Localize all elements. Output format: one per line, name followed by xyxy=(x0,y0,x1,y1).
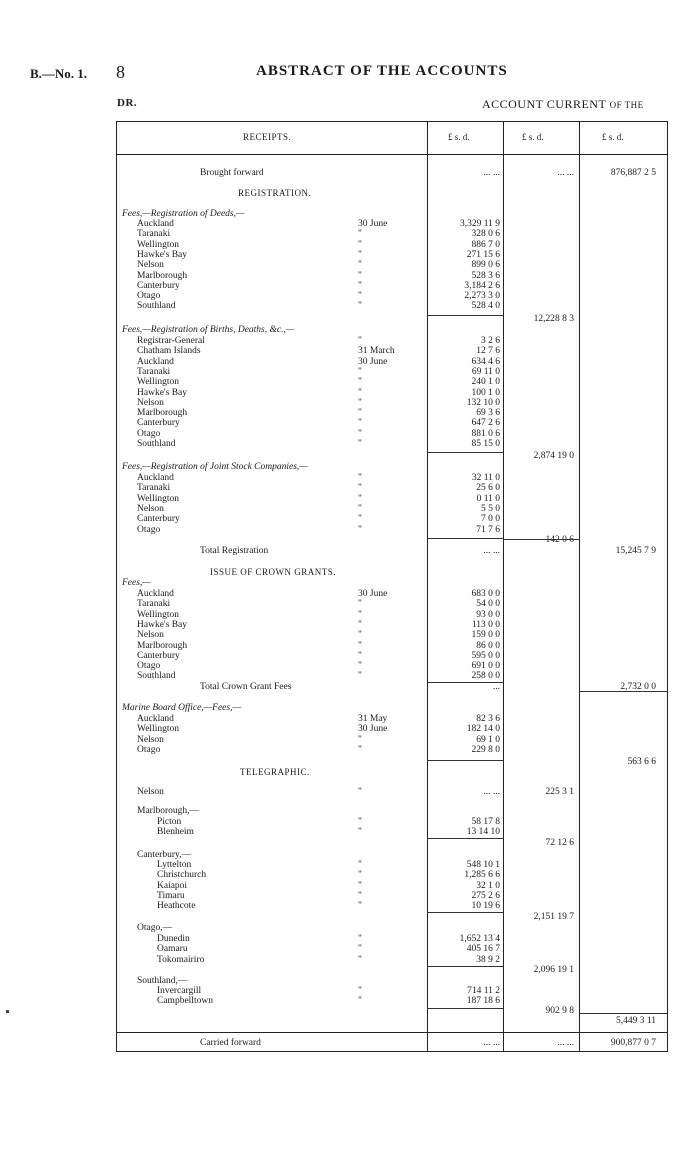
entry-date: " xyxy=(358,260,362,271)
entry-date: " xyxy=(358,860,362,870)
entry-name: Otago xyxy=(137,524,161,535)
entry-amount: 13 14 10 xyxy=(466,827,500,838)
crown-total-label: Total Crown Grant Fees xyxy=(200,682,292,692)
entry-name: Taranaki xyxy=(137,599,171,610)
entry-date: " xyxy=(358,671,362,682)
ledger-entry xyxy=(0,745,700,756)
entry-amount: 229 8 0 xyxy=(471,744,500,755)
entry-date: " xyxy=(358,619,362,630)
nelson-telegraph-value: 225 3 1 xyxy=(545,787,574,797)
entry-amount: 275 2 6 xyxy=(471,890,500,901)
header-rule xyxy=(116,154,668,155)
entry-date: " xyxy=(358,817,362,827)
entry-name: Tokomairiro xyxy=(157,954,205,965)
entry-date: 31 March xyxy=(358,346,395,357)
debit-label: DR. xyxy=(117,97,138,109)
entry-date: " xyxy=(358,229,362,240)
col1-currency: £ s. d. xyxy=(448,132,470,142)
telegraph-total-value: 5,449 3 11 xyxy=(615,1016,656,1026)
entry-amount: ... ... xyxy=(483,787,500,797)
entry-name: Auckland xyxy=(137,356,174,367)
total-registration-label: Total Registration xyxy=(200,546,269,556)
entry-name: Auckland xyxy=(137,219,174,229)
entry-amount: 634 4 6 xyxy=(471,356,500,367)
entry-amount: 548 10 1 xyxy=(466,860,500,870)
entry-date: 31 May xyxy=(358,714,388,724)
brought-forward-label: Brought forward xyxy=(200,168,264,178)
ledger-entry xyxy=(0,301,700,312)
carried-forward-total: 900,877 0 7 xyxy=(610,1038,656,1048)
entry-amount: 691 0 0 xyxy=(471,661,500,672)
entry-name: Wellington xyxy=(137,239,179,250)
entry-name: Heathcote xyxy=(157,901,196,912)
entry-date: " xyxy=(358,418,362,429)
entry-date: " xyxy=(358,640,362,651)
entry-date: " xyxy=(358,439,362,449)
entry-name: Kaiapoi xyxy=(157,880,188,891)
entry-name: Nelson xyxy=(137,503,164,514)
entry-date: " xyxy=(358,954,362,965)
entry-date: " xyxy=(358,493,362,504)
marlborough-subtotal-value: 72 12 6 xyxy=(545,838,574,848)
entry-amount: 25 6 0 xyxy=(476,483,500,494)
entry-name: Nelson xyxy=(137,787,164,797)
footer-rule xyxy=(116,1032,668,1033)
entry-name: Timaru xyxy=(157,890,185,901)
group-heading xyxy=(0,578,700,589)
births-subtotal-value: 2,874 19 0 xyxy=(533,451,574,461)
group-heading xyxy=(0,806,700,817)
group-heading-text: Marlborough,— xyxy=(137,806,200,816)
entry-date: " xyxy=(358,944,362,955)
entry-amount: 595 0 0 xyxy=(471,650,500,661)
entry-amount: 54 0 0 xyxy=(476,599,500,610)
entry-name: Taranaki xyxy=(137,483,171,494)
entry-name: Christchurch xyxy=(157,870,207,881)
entry-name: Canterbury xyxy=(137,650,180,661)
entry-date: " xyxy=(358,301,362,312)
entry-date: " xyxy=(358,890,362,901)
subtotal-rule xyxy=(579,1013,668,1014)
crown-total-value: 2,732 0 0 xyxy=(620,682,656,692)
telegraphic-heading: TELEGRAPHIC. xyxy=(240,767,310,777)
group-heading-text: Fees,—Registration of Births, Deaths, &c.,— xyxy=(122,325,295,335)
entry-name: Hawke's Bay xyxy=(137,619,187,630)
group-heading-text: Fees,— xyxy=(122,578,151,588)
crown-total-dots: ... xyxy=(492,682,500,692)
entry-date: " xyxy=(358,734,362,745)
entry-amount: 528 4 0 xyxy=(471,301,500,312)
telegraph-total xyxy=(0,1016,700,1027)
entry-name: Hawke's Bay xyxy=(137,387,187,398)
entry-date: " xyxy=(358,827,362,838)
entry-date: " xyxy=(358,503,362,514)
entry-amount: 86 0 0 xyxy=(476,640,500,651)
entry-name: Taranaki xyxy=(137,229,171,240)
entry-amount: 2,273 3 0 xyxy=(464,291,500,302)
group-heading xyxy=(0,325,700,336)
entry-name: Wellington xyxy=(137,609,179,620)
entry-name: Campbelltown xyxy=(157,996,213,1007)
entry-name: Southland xyxy=(137,301,176,312)
entry-date: 30 June xyxy=(358,724,388,735)
entry-amount: 182 14 0 xyxy=(466,724,500,735)
group-heading-text: Southland,— xyxy=(137,976,188,986)
group-heading-text: Fees,—Registration of Deeds,— xyxy=(122,209,245,219)
entry-amount: 528 3 6 xyxy=(471,270,500,281)
entry-amount: 647 2 6 xyxy=(471,418,500,429)
marlborough-subtotal xyxy=(0,838,700,849)
entry-amount: 159 0 0 xyxy=(471,630,500,641)
entry-date: " xyxy=(358,901,362,912)
entry-date: " xyxy=(358,280,362,291)
entry-date: 30 June xyxy=(358,589,388,599)
entry-amount: 405 16 7 xyxy=(466,944,500,955)
entry-amount: 32 1 0 xyxy=(476,880,500,891)
subtotal-rule xyxy=(503,539,579,540)
entry-amount: 714 11 2 xyxy=(467,986,500,996)
group-heading-text: Canterbury,— xyxy=(137,850,191,860)
entry-date: " xyxy=(358,661,362,672)
col3-currency: £ s. d. xyxy=(602,132,624,142)
entry-amount: 82 3 6 xyxy=(476,714,500,724)
entry-name: Auckland xyxy=(137,714,174,724)
entry-name: Canterbury xyxy=(137,514,180,525)
entry-name: Invercargill xyxy=(157,986,202,996)
page-title: ABSTRACT OF THE ACCOUNTS xyxy=(256,63,508,79)
total-registration-row xyxy=(0,546,700,557)
entry-amount: 258 0 0 xyxy=(471,671,500,682)
entry-amount: 71 7 6 xyxy=(476,524,500,535)
entry-amount: 3,329 11 9 xyxy=(459,219,500,229)
entry-date: " xyxy=(358,514,362,525)
margin-mark xyxy=(6,1010,9,1013)
entry-amount: 1,652 13 4 xyxy=(459,934,500,944)
brought-forward-c2: ... ... xyxy=(557,168,574,178)
entry-date: " xyxy=(358,934,362,944)
entry-name: Marlborough xyxy=(137,270,188,281)
brought-forward-total: 876,887 2 5 xyxy=(610,168,656,178)
entry-amount: 69 1 0 xyxy=(476,734,500,745)
marine-total-value: 563 6 6 xyxy=(627,757,656,767)
entry-amount: 683 0 0 xyxy=(471,589,500,599)
registration-heading: REGISTRATION. xyxy=(238,188,312,198)
group-heading xyxy=(0,703,700,714)
receipts-heading: RECEIPTS. xyxy=(243,132,292,142)
canterbury-subtotal-value: 2,151 19 7 xyxy=(533,912,574,922)
births-subtotal xyxy=(0,451,700,462)
entry-date: " xyxy=(358,609,362,620)
entry-date: " xyxy=(358,366,362,377)
group-heading-text: Otago,— xyxy=(137,923,173,933)
otago-subtotal-value: 2,096 19 1 xyxy=(533,965,574,975)
entry-date: " xyxy=(358,870,362,881)
entry-name: Canterbury xyxy=(137,280,180,291)
entry-amount: 58 17 8 xyxy=(471,817,500,827)
entry-amount: 271 15 6 xyxy=(466,249,500,260)
entry-date: " xyxy=(358,524,362,535)
col2-currency: £ s. d. xyxy=(522,132,544,142)
entry-date: " xyxy=(358,377,362,388)
entry-name: Blenheim xyxy=(157,827,194,838)
canterbury-subtotal xyxy=(0,912,700,923)
entry-name: Registrar-General xyxy=(137,336,205,346)
entry-name: Marlborough xyxy=(137,640,188,651)
joint-stock-subtotal-value: 142 0 6 xyxy=(545,535,574,545)
account-current-text: ACCOUNT CURRENT xyxy=(482,97,607,111)
entry-name: Auckland xyxy=(137,589,174,599)
entry-date: 30 June xyxy=(358,356,388,367)
entry-name: Canterbury xyxy=(137,418,180,429)
entry-amount: 32 11 0 xyxy=(471,473,500,483)
entry-amount: 3,184 2 6 xyxy=(464,280,500,291)
deeds-subtotal-value: 12,228 8 3 xyxy=(533,314,574,324)
brought-forward-row xyxy=(0,168,700,179)
brought-forward-c1: ... ... xyxy=(483,168,500,178)
account-heading xyxy=(482,97,644,112)
entry-amount: 100 1 0 xyxy=(471,387,500,398)
entry-amount: 899 0 6 xyxy=(471,260,500,271)
document-reference: B.—No. 1. xyxy=(30,66,88,81)
entry-date: " xyxy=(358,599,362,610)
entry-date: " xyxy=(358,428,362,439)
entry-date: " xyxy=(358,996,362,1007)
group-heading-text: Marine Board Office,—Fees,— xyxy=(122,703,241,713)
ledger-entry xyxy=(0,525,700,536)
ledger-entry xyxy=(0,827,700,838)
entry-name: Picton xyxy=(157,817,182,827)
carried-forward-label: Carried forward xyxy=(200,1038,261,1048)
entry-name: Chatham Islands xyxy=(137,346,201,357)
entry-name: Otago xyxy=(137,428,161,439)
entry-amount: 69 3 6 xyxy=(476,408,500,419)
entry-name: Otago xyxy=(137,661,161,672)
entry-date: " xyxy=(358,249,362,260)
entry-amount: 7 0 0 xyxy=(481,514,500,525)
entry-amount: 113 0 0 xyxy=(471,619,500,630)
total-registration-value: 15,245 7 9 xyxy=(615,546,656,556)
entry-name: Oamaru xyxy=(157,944,188,955)
entry-date: " xyxy=(358,239,362,250)
entry-date: " xyxy=(358,397,362,408)
southland-subtotal-value: 902 9 8 xyxy=(545,1006,574,1016)
entry-date: " xyxy=(358,291,362,302)
ledger-entry xyxy=(0,439,700,450)
entry-name: Dunedin xyxy=(157,934,190,944)
entry-name: Nelson xyxy=(137,397,164,408)
entry-name: Southland xyxy=(137,671,176,682)
entry-amount: 69 11 0 xyxy=(471,366,500,377)
entry-name: Wellington xyxy=(137,493,179,504)
entry-date: " xyxy=(358,880,362,891)
entry-name: Auckland xyxy=(137,473,174,483)
entry-name: Wellington xyxy=(137,724,179,735)
subtotal-rule xyxy=(579,691,668,692)
entry-amount: 240 1 0 xyxy=(471,377,500,388)
ledger-entry xyxy=(0,901,700,912)
group-heading-text: Fees,—Registration of Joint Stock Companies,— xyxy=(122,462,308,472)
ledger-entry xyxy=(0,671,700,682)
entry-name: Nelson xyxy=(137,630,164,641)
ledger-entry xyxy=(0,955,700,966)
entry-amount: 3 2 6 xyxy=(481,336,500,346)
entry-date: " xyxy=(358,650,362,661)
entry-amount: 328 0 6 xyxy=(471,229,500,240)
entry-amount: 132 10 0 xyxy=(466,397,500,408)
entry-date: " xyxy=(358,787,362,797)
entry-amount: 12 7 6 xyxy=(476,346,500,357)
entry-date: " xyxy=(358,630,362,641)
entry-amount: 5 5 0 xyxy=(481,503,500,514)
entry-amount: 0 11 0 xyxy=(476,493,500,504)
entry-name: Otago xyxy=(137,744,161,755)
carried-forward-c1: ... ... xyxy=(483,1038,500,1048)
of-the-text: OF THE xyxy=(609,100,644,110)
entry-date: 30 June xyxy=(358,219,388,229)
total-registration-c1: ... ... xyxy=(483,546,500,556)
joint-stock-subtotal xyxy=(0,535,700,546)
marine-total xyxy=(0,757,700,768)
entry-date: " xyxy=(358,986,362,996)
telegraph-nelson-row xyxy=(0,787,700,798)
entry-name: Nelson xyxy=(137,260,164,271)
entry-date: " xyxy=(358,270,362,281)
entry-name: Otago xyxy=(137,291,161,302)
entry-date: " xyxy=(358,744,362,755)
entry-date: " xyxy=(358,336,362,346)
entry-amount: 93 0 0 xyxy=(476,609,500,620)
entry-amount: 886 7 0 xyxy=(471,239,500,250)
deeds-subtotal xyxy=(0,314,700,325)
entry-name: Southland xyxy=(137,439,176,449)
entry-amount: 1,285 6 6 xyxy=(464,870,500,881)
entry-name: Hawke's Bay xyxy=(137,249,187,260)
entry-name: Marlborough xyxy=(137,408,188,419)
entry-date: " xyxy=(358,483,362,494)
entry-name: Taranaki xyxy=(137,366,171,377)
group-heading xyxy=(0,923,700,934)
group-heading xyxy=(0,462,700,473)
otago-subtotal xyxy=(0,965,700,976)
carried-forward-row xyxy=(0,1038,700,1049)
entry-amount: 38 9 2 xyxy=(476,954,500,965)
crown-grants-heading: ISSUE OF CROWN GRANTS. xyxy=(210,567,337,577)
entry-date: " xyxy=(358,387,362,398)
entry-amount: 187 18 6 xyxy=(466,996,500,1007)
entry-name: Wellington xyxy=(137,377,179,388)
entry-date: " xyxy=(358,408,362,419)
entry-name: Nelson xyxy=(137,734,164,745)
entry-amount: 10 19 6 xyxy=(471,901,500,912)
entry-amount: 881 0 6 xyxy=(471,428,500,439)
entry-date: " xyxy=(358,473,362,483)
carried-forward-c2: ... ... xyxy=(557,1038,574,1048)
page-number: 8 xyxy=(116,62,125,82)
entry-name: Lyttelton xyxy=(157,860,192,870)
entry-amount: 85 15 0 xyxy=(471,439,500,449)
